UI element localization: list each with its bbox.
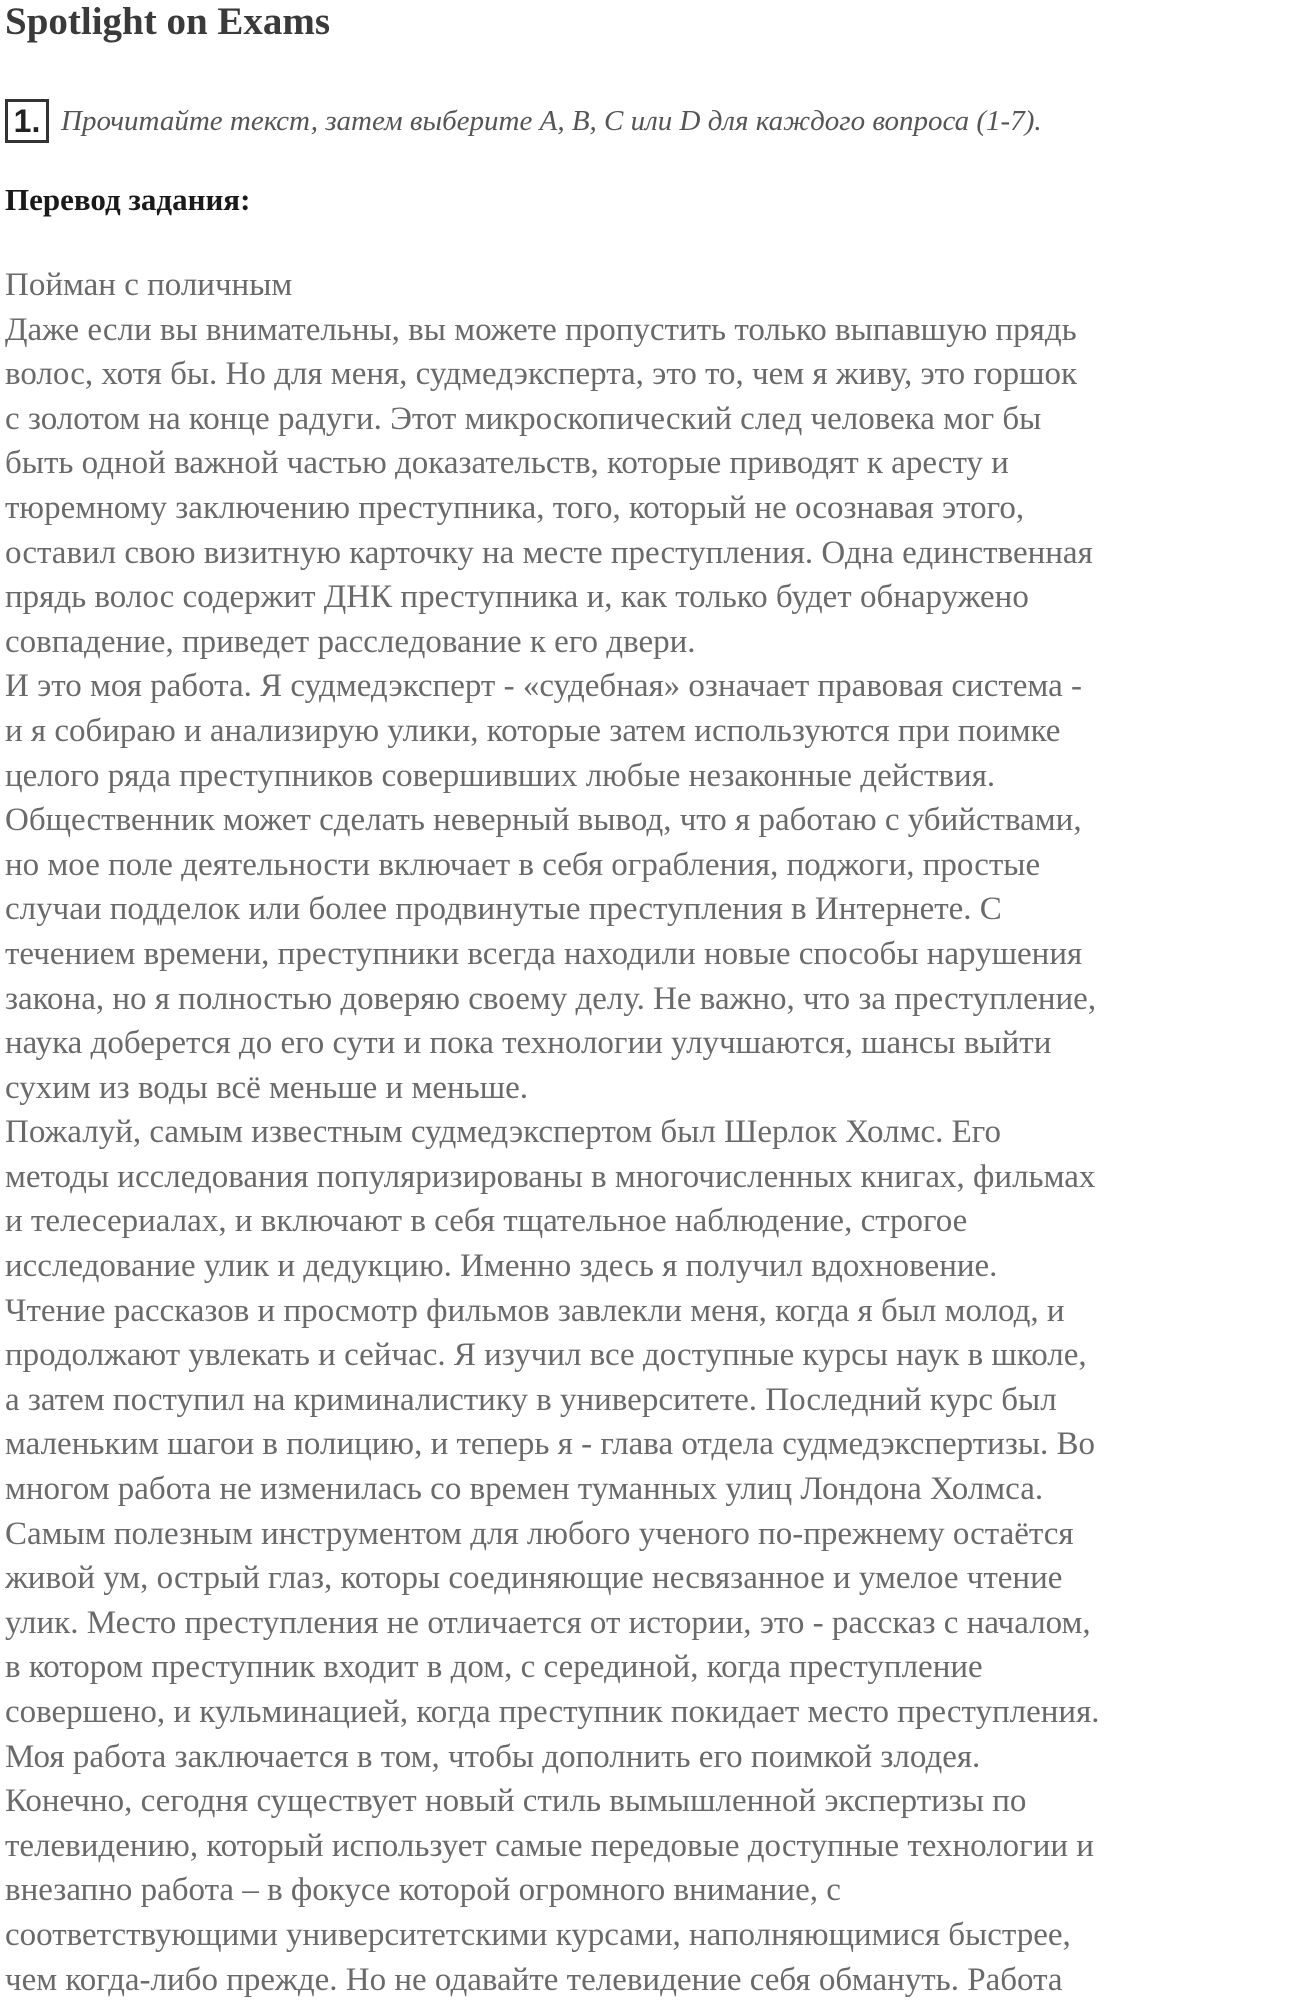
text-line: телевидению, который использует самые передовые доступные технологии и (5, 1827, 1094, 1864)
text-line: внезапно работа – в фокусе которой огромного внимание, с (5, 1872, 841, 1909)
text-line: волос, хотя бы. Но для меня, судмедэксперта, это то, чем я живу, это горшок (5, 356, 1078, 393)
text-line: закона, но я полностью доверяю своему делу. Не важно, что за преступление, (5, 980, 1097, 1017)
text-line: совпадение, приведет расследование к его двери. (5, 623, 696, 660)
text-line: Конечно, сегодня существует новый стиль вымышленной экспертизы по (5, 1783, 1027, 1820)
text-line: случаи подделок или более продвинутые преступления в Интернете. С (5, 891, 1002, 928)
text-line: но мое поле деятельности включает в себя ограбления, поджоги, простые (5, 846, 1041, 883)
text-line: Пойман с поличным (5, 267, 293, 303)
text-line: Моя работа заключается в том, чтобы дополнить его поимкой злодея. (5, 1738, 981, 1775)
text-line: целого ряда преступников совершивших любые незаконные действия. (5, 757, 996, 794)
text-line: Даже если вы внимательны, вы можете пропустить только выпавшую прядь (5, 311, 1077, 348)
task-instruction-text: Прочитайте текст, затем выберите A, B, C или D для каждого вопроса (1-7). (61, 105, 1042, 137)
text-line: а затем поступил на криминалистику в университете. Последний курс был (5, 1381, 1057, 1418)
task-instruction-row (5, 99, 1042, 143)
section-heading: Перевод задания: (5, 182, 251, 217)
text-line: чем когда-либо прежде. Но не одавайте телевидение себя обмануть. Работа (5, 1961, 1063, 1998)
text-line: методы исследования популяризированы в многочисленных книгах, фильмах (5, 1158, 1096, 1195)
text-line: многом работа не изменилась со времен туманных улиц Лондона Холмса. (5, 1471, 1044, 1508)
text-line: маленьким шагои в полицию, и теперь я - глава отдела судмедэкспертизы. Во (5, 1426, 1096, 1463)
text-line: продолжают увлекать и сейчас. Я изучил все доступные курсы наук в школе, (5, 1337, 1087, 1374)
text-line: с золотом на конце радуги. Этот микроскопический след человека мог бы (5, 400, 1042, 437)
text-line: совершено, и кульминацией, когда преступник покидает место преступления. (5, 1694, 1100, 1730)
text-line: сухим из воды всё меньше и меньше. (5, 1069, 529, 1106)
text-line: Чтение рассказов и просмотр фильмов завлекли меня, когда я был молод, и (5, 1292, 1065, 1329)
text-line: оставил свою визитную карточку на месте преступления. Одна единственная (5, 534, 1093, 571)
text-line: Пожалуй, самым известным судмедэкспертом был Шерлок Холмс. Его (5, 1114, 1001, 1151)
text-line: Самым полезным инструментом для любого ученого по-прежнему остаётся (5, 1515, 1074, 1552)
text-line: прядь волос содержит ДНК преступника и, как только будет обнаружено (5, 579, 1029, 616)
text-line: в котором преступник входит в дом, с серединой, когда преступление (5, 1649, 983, 1686)
text-line: тюремному заключению преступника, того, который не осознавая этого, (5, 489, 1025, 526)
task-number-badge: 1. (5, 99, 49, 143)
text-line: Общественник может сделать неверный вывод, что я работаю с убийствами, (5, 802, 1082, 839)
text-line: быть одной важной частью доказательств, которые приводят к аресту и (5, 445, 1009, 482)
translation-text (5, 263, 1295, 2002)
text-line: и телесериалах, и включают в себя тщательное наблюдение, строгое (5, 1203, 968, 1240)
text-line: наука доберется до его сути и пока технологии улучшаются, шансы выйти (5, 1025, 1052, 1062)
text-line: живой ум, острый глаз, которы соединяющие несвязанное и умелое чтение (5, 1560, 1063, 1597)
text-line: и я собираю и анализирую улики, которые затем используются при поимке (5, 712, 1061, 749)
text-line: исследование улик и дедукцию. Именно здесь я получил вдохновение. (5, 1248, 998, 1285)
text-line: улик. Место преступления не отличается от истории, это - рассказ с началом, (5, 1604, 1091, 1641)
text-line: И это моя работа. Я судмедэксперт - «судебная» означает правовая система - (5, 668, 1082, 705)
text-line: течением времени, преступники всегда находили новые способы нарушения (5, 935, 1083, 972)
text-line: соответствующими университетскими курсами, наполняющимися быстрее, (5, 1916, 1071, 1953)
page-title: Spotlight on Exams (5, 0, 331, 43)
